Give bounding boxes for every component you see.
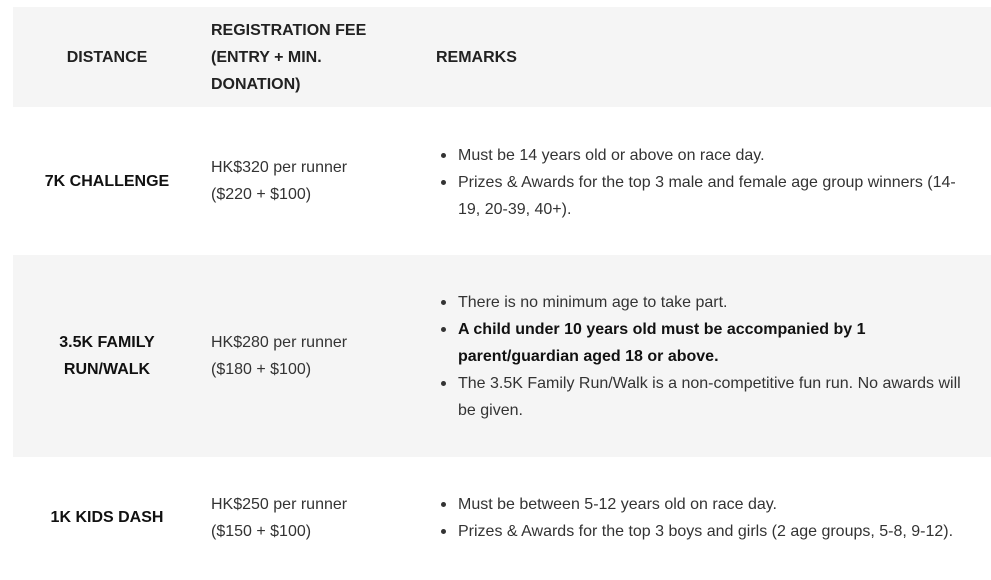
fee-breakdown: ($180 + $100) (211, 361, 312, 378)
table-row-7k-challenge (13, 107, 991, 255)
bullet-icon (441, 381, 446, 386)
header-fee-line-3: DONATION) (211, 75, 301, 93)
bullet-icon (441, 300, 446, 305)
list-item (458, 518, 973, 545)
table-header-row (13, 7, 991, 107)
remark-text-emphasis: A child under 10 years old must be accompanied by 1 parent/guardian aged 18 or above. (458, 320, 866, 365)
header-fee-line-1: REGISTRATION FEE (211, 21, 367, 39)
distance-label-line-1: 3.5K FAMILY (59, 334, 155, 351)
table-row-3-5k-family-run-walk (13, 255, 991, 457)
remark-text: The 3.5K Family Run/Walk is a non-competitive fun run. No awards will be given. (458, 374, 961, 419)
list-item (458, 316, 973, 370)
bullet-icon (441, 153, 446, 158)
distance-cell (13, 255, 201, 457)
list-item (458, 169, 973, 223)
distance-label: 7K CHALLENGE (44, 172, 170, 190)
remark-text: Prizes & Awards for the top 3 male and female age group winners (14-19, 20-39, 40+). (458, 173, 956, 218)
remarks-cell (426, 255, 991, 457)
fee-cell (201, 255, 426, 457)
distance-cell (13, 457, 201, 578)
remarks-list (436, 289, 973, 424)
remarks-cell (426, 457, 991, 578)
list-item (458, 491, 973, 518)
remark-text: Must be between 5-12 years old on race day. (458, 495, 777, 513)
distance-label: 1K KIDS DASH (50, 509, 164, 526)
remark-text: Prizes & Awards for the top 3 boys and girls (2 age groups, 5-8, 9-12). (458, 522, 954, 540)
header-remarks: REMARKS (436, 48, 517, 66)
fee-amount: HK$250 per runner (211, 495, 348, 513)
remarks-cell (426, 107, 991, 255)
fee-breakdown: ($220 + $100) (211, 186, 312, 203)
distance-cell (13, 107, 201, 255)
fee-cell (201, 457, 426, 578)
distance-label-line-2: RUN/WALK (63, 361, 151, 378)
list-item (458, 370, 973, 424)
registration-fee-table (13, 7, 991, 578)
header-distance: DISTANCE (66, 48, 148, 66)
bullet-icon (441, 502, 446, 507)
header-registration-fee (201, 7, 426, 107)
table-row-1k-kids-dash (13, 457, 991, 578)
bullet-icon (441, 529, 446, 534)
header-fee-line-2: (ENTRY + MIN. (211, 48, 322, 66)
list-item (458, 289, 973, 316)
remark-text: There is no minimum age to take part. (458, 293, 728, 311)
list-item (458, 142, 973, 169)
bullet-icon (441, 180, 446, 185)
fee-amount: HK$320 per runner (211, 159, 348, 176)
bullet-icon (441, 327, 446, 332)
fee-cell (201, 107, 426, 255)
fee-breakdown: ($150 + $100) (211, 522, 312, 540)
remark-text: Must be 14 years old or above on race day. (458, 146, 765, 164)
remarks-list (436, 142, 973, 223)
fee-amount: HK$280 per runner (211, 334, 348, 351)
remarks-list (436, 491, 973, 545)
